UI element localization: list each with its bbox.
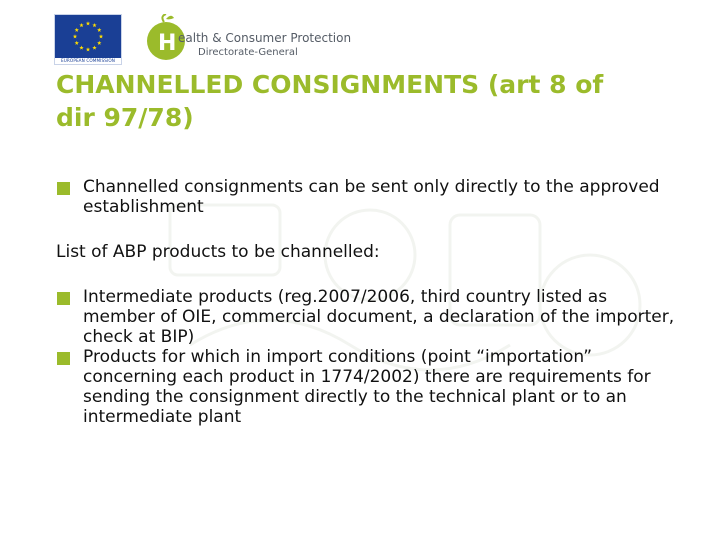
- hcp-logo-letter: H: [158, 31, 177, 56]
- green-square-bullet-icon: [57, 352, 70, 365]
- slide-title: [56, 68, 696, 134]
- eu-star: [75, 41, 79, 45]
- slide-title-line2: dir 97/78): [56, 103, 194, 132]
- bullet-item: [56, 347, 676, 427]
- product-bullet-list: [56, 287, 676, 427]
- eu-flag-icon: [54, 14, 122, 65]
- eu-star: [97, 28, 101, 32]
- hcp-logo-line1: ealth & Consumer Protection: [178, 31, 352, 45]
- eu-stars-ring: [55, 15, 121, 58]
- health-consumer-protection-logo: [144, 14, 352, 66]
- eu-star: [86, 21, 90, 25]
- eu-star: [79, 45, 83, 49]
- eu-star: [92, 45, 96, 49]
- green-square-bullet-icon: [57, 182, 70, 195]
- eu-star: [99, 34, 103, 38]
- list-intro-text: List of ABP products to be channelled:: [56, 242, 380, 262]
- slide-title-line1: CHANNELLED CONSIGNMENTS (art 8 of: [56, 70, 604, 99]
- eu-star: [75, 28, 79, 32]
- hcp-logo-line2: Directorate-General: [198, 47, 298, 58]
- bullet-text: Intermediate products (reg.2007/2006, third country listed as member of OIE, commercial document, a declaration of the importer, check at BIP): [83, 287, 675, 347]
- bullet-item: [56, 287, 676, 347]
- eu-star: [92, 23, 96, 27]
- bullet-item: [56, 177, 676, 217]
- eu-star: [79, 23, 83, 27]
- bullet-text: Channelled consignments can be sent only directly to the approved establishment: [83, 177, 660, 217]
- eu-logo-caption: EUROPEAN COMMISSION: [61, 58, 115, 63]
- bullet-text: Products for which in import conditions (point “importation” concerning each product in 1774/2002) there are requirements for sending the consignment directly to the technical plant or to an intermediate plant: [83, 347, 651, 427]
- slide-body: [56, 177, 676, 427]
- eu-star: [97, 41, 101, 45]
- green-square-bullet-icon: [57, 292, 70, 305]
- eu-star: [86, 47, 90, 51]
- eu-star: [73, 34, 77, 38]
